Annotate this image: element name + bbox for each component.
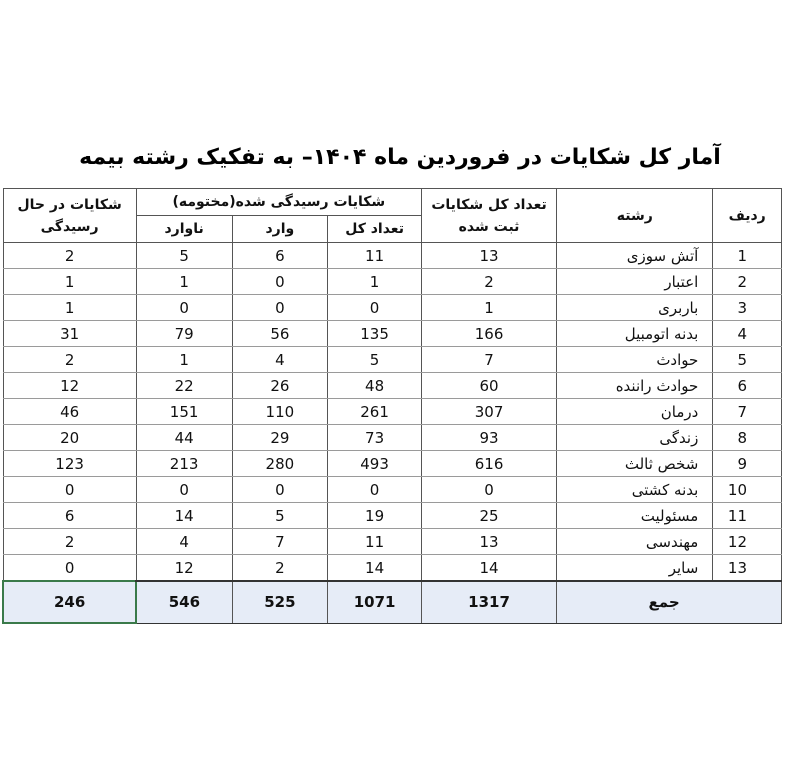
table-row <box>3 295 782 321</box>
cell-pending: 20 <box>3 425 136 451</box>
cell-valid: 7 <box>232 529 328 555</box>
header-valid: وارد <box>232 216 328 243</box>
header-row-no: ردیف <box>713 189 782 243</box>
header-resolved-group: شکایات رسیدگی شده(مختومه) <box>136 189 421 216</box>
cell-invalid: 14 <box>136 503 232 529</box>
total-label: جمع <box>557 581 782 623</box>
cell-pending: 46 <box>3 399 136 425</box>
cell-field: مسئولیت <box>557 503 713 529</box>
table-row <box>3 425 782 451</box>
cell-row-no: 11 <box>713 503 782 529</box>
cell-pending: 6 <box>3 503 136 529</box>
cell-valid: 26 <box>232 373 328 399</box>
table-row <box>3 269 782 295</box>
cell-invalid: 44 <box>136 425 232 451</box>
table-title: آمار کل شکایات در فروردین ماه ۱۴۰۴– به تفکیک رشته بیمه <box>79 145 721 170</box>
cell-valid: 2 <box>232 555 328 582</box>
cell-resolved: 261 <box>328 399 422 425</box>
cell-resolved: 1 <box>328 269 422 295</box>
cell-invalid: 79 <box>136 321 232 347</box>
table-row <box>3 321 782 347</box>
cell-row-no: 5 <box>713 347 782 373</box>
cell-pending: 12 <box>3 373 136 399</box>
total-resolved: 1071 <box>328 581 422 623</box>
table-row <box>3 555 782 582</box>
header-invalid: ناوارد <box>136 216 232 243</box>
header-field: رشته <box>557 189 713 243</box>
cell-row-no: 13 <box>713 555 782 582</box>
cell-pending: 2 <box>3 529 136 555</box>
cell-registered: 13 <box>421 529 556 555</box>
table-row <box>3 529 782 555</box>
cell-registered: 2 <box>421 269 556 295</box>
table-row <box>3 477 782 503</box>
cell-pending: 2 <box>3 347 136 373</box>
cell-resolved: 135 <box>328 321 422 347</box>
total-pending: 246 <box>3 581 136 623</box>
cell-valid: 29 <box>232 425 328 451</box>
cell-valid: 0 <box>232 295 328 321</box>
cell-pending: 2 <box>3 243 136 269</box>
table-row <box>3 503 782 529</box>
cell-row-no: 4 <box>713 321 782 347</box>
table-row <box>3 451 782 477</box>
cell-registered: 1 <box>421 295 556 321</box>
cell-invalid: 22 <box>136 373 232 399</box>
cell-pending: 0 <box>3 477 136 503</box>
cell-pending: 123 <box>3 451 136 477</box>
cell-registered: 25 <box>421 503 556 529</box>
cell-registered: 13 <box>421 243 556 269</box>
cell-registered: 0 <box>421 477 556 503</box>
cell-invalid: 5 <box>136 243 232 269</box>
cell-row-no: 7 <box>713 399 782 425</box>
cell-registered: 7 <box>421 347 556 373</box>
complaints-table <box>2 188 782 624</box>
cell-pending: 31 <box>3 321 136 347</box>
cell-invalid: 213 <box>136 451 232 477</box>
table-row <box>3 243 782 269</box>
cell-resolved: 14 <box>328 555 422 582</box>
cell-field: اعتبار <box>557 269 713 295</box>
total-registered: 1317 <box>421 581 556 623</box>
cell-row-no: 12 <box>713 529 782 555</box>
cell-invalid: 151 <box>136 399 232 425</box>
cell-field: درمان <box>557 399 713 425</box>
total-valid: 525 <box>232 581 328 623</box>
cell-resolved: 0 <box>328 295 422 321</box>
cell-valid: 280 <box>232 451 328 477</box>
cell-valid: 0 <box>232 269 328 295</box>
cell-resolved: 11 <box>328 529 422 555</box>
cell-pending: 1 <box>3 269 136 295</box>
cell-valid: 0 <box>232 477 328 503</box>
cell-field: مهندسی <box>557 529 713 555</box>
cell-registered: 60 <box>421 373 556 399</box>
cell-field: آتش سوزی <box>557 243 713 269</box>
header-resolved-total: تعداد کل <box>328 216 422 243</box>
cell-invalid: 1 <box>136 269 232 295</box>
cell-row-no: 1 <box>713 243 782 269</box>
cell-registered: 93 <box>421 425 556 451</box>
cell-valid: 56 <box>232 321 328 347</box>
cell-resolved: 11 <box>328 243 422 269</box>
cell-field: حوادث راننده <box>557 373 713 399</box>
total-row <box>3 581 782 623</box>
cell-row-no: 10 <box>713 477 782 503</box>
table-row <box>3 347 782 373</box>
total-invalid: 546 <box>136 581 232 623</box>
cell-resolved: 19 <box>328 503 422 529</box>
cell-field: بدنه کشتی <box>557 477 713 503</box>
cell-invalid: 1 <box>136 347 232 373</box>
table-row <box>3 373 782 399</box>
cell-registered: 307 <box>421 399 556 425</box>
cell-invalid: 0 <box>136 477 232 503</box>
cell-invalid: 4 <box>136 529 232 555</box>
header-total-registered: تعداد کل شکایات ثبت شده <box>421 189 556 243</box>
cell-registered: 14 <box>421 555 556 582</box>
cell-row-no: 2 <box>713 269 782 295</box>
cell-field: بدنه اتومبیل <box>557 321 713 347</box>
header-row-1 <box>3 189 782 216</box>
table-row <box>3 399 782 425</box>
cell-invalid: 12 <box>136 555 232 582</box>
cell-valid: 6 <box>232 243 328 269</box>
cell-row-no: 6 <box>713 373 782 399</box>
cell-resolved: 48 <box>328 373 422 399</box>
table-body <box>3 243 782 582</box>
cell-resolved: 5 <box>328 347 422 373</box>
cell-field: شخص ثالث <box>557 451 713 477</box>
cell-resolved: 0 <box>328 477 422 503</box>
cell-registered: 616 <box>421 451 556 477</box>
cell-field: حوادث <box>557 347 713 373</box>
cell-field: باربری <box>557 295 713 321</box>
cell-invalid: 0 <box>136 295 232 321</box>
cell-valid: 110 <box>232 399 328 425</box>
cell-pending: 1 <box>3 295 136 321</box>
header-pending: شکایات در حال رسیدگی <box>3 189 136 243</box>
cell-resolved: 493 <box>328 451 422 477</box>
cell-registered: 166 <box>421 321 556 347</box>
cell-valid: 4 <box>232 347 328 373</box>
cell-pending: 0 <box>3 555 136 582</box>
cell-resolved: 73 <box>328 425 422 451</box>
cell-row-no: 9 <box>713 451 782 477</box>
cell-field: سایر <box>557 555 713 582</box>
cell-valid: 5 <box>232 503 328 529</box>
cell-row-no: 3 <box>713 295 782 321</box>
cell-field: زندگی <box>557 425 713 451</box>
cell-row-no: 8 <box>713 425 782 451</box>
